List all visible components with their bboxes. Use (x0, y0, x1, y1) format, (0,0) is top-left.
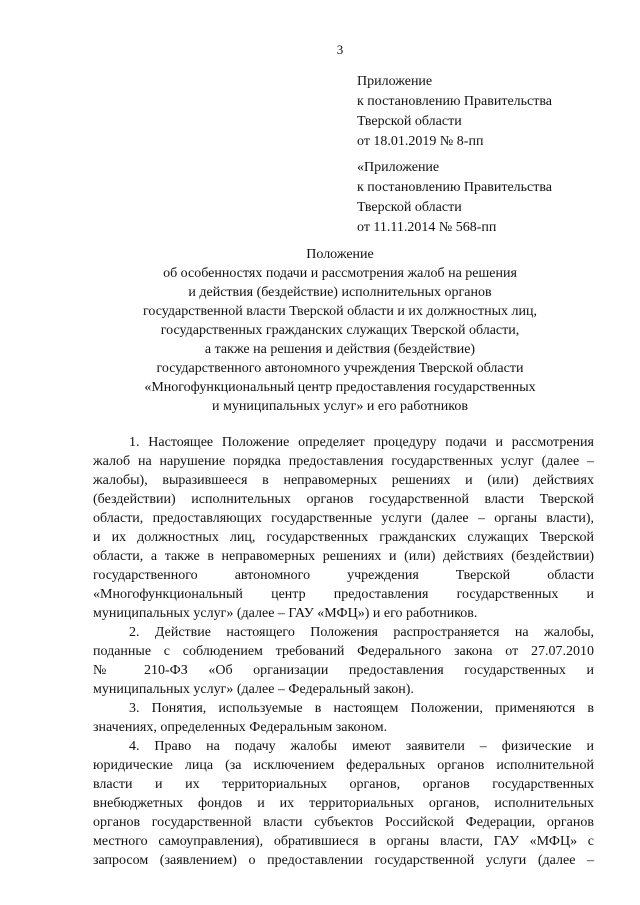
text-line: области, а также в неправомерных решениях и (или) действиях (бездействии) (93, 549, 594, 564)
text-line: муниципальных услуг» (далее – ГАУ «МФЦ») и его работников. (93, 606, 478, 621)
text-line: 3. Понятия, используемые в настоящем Положении, применяются в (129, 701, 594, 716)
text-line: муниципальных услуг» (далее – Федеральный закон). (93, 682, 414, 697)
attachment-header-original (357, 158, 552, 238)
text-line: № 210-ФЗ «Об организации предоставления государственных и (93, 663, 594, 678)
document-title (100, 245, 580, 416)
text-line: области, предоставляющих государственные услуги (далее – органы власти), (93, 511, 594, 526)
title-line: и действия (бездействие) исполнительных органов (188, 285, 492, 300)
text-line: «Многофункциональный центр предоставления государственных и (93, 587, 594, 602)
page-number: 3 (336, 42, 344, 57)
title-line: государственной власти Тверской области и их должностных лиц, (142, 304, 538, 319)
text-line: и их должностных лиц, государственных гражданских служащих Тверской (93, 530, 594, 545)
title-line: а также на решения и действия (бездействие) (204, 342, 476, 357)
text-line: поданные с соблюдением требований Федерального закона от 27.07.2010 (93, 644, 594, 659)
title-line: Положение (306, 247, 374, 262)
text-line: значениях, определенных Федеральным законом. (93, 720, 388, 735)
title-line: «Многофункциональный центр предоставления государственных (144, 380, 536, 395)
attachment-line: Тверской области (357, 200, 462, 215)
text-line: жалоб на нарушение порядка предоставления государственных услуг (далее – (93, 454, 594, 469)
text-line: юридические лица (за исключением федеральных органов исполнительной (93, 758, 594, 773)
paragraph-2 (93, 623, 594, 699)
title-line: государственных гражданских служащих Тверской области, (160, 323, 520, 338)
title-line: государственного автономного учреждения Тверской области (156, 361, 524, 376)
text-line: жалобы), выразившееся в неправомерных решениях и (или) действиях (93, 473, 594, 488)
document-body (93, 433, 594, 870)
paragraph-1 (93, 433, 594, 623)
text-line: (бездействии) исполнительных органов государственной власти Тверской (93, 492, 594, 507)
attachment-line: от 18.01.2019 № 8-пп (357, 134, 484, 149)
title-line: и муниципальных услуг» и его работников (212, 399, 468, 414)
paragraph-3 (93, 699, 594, 737)
text-line: власти и их территориальных органов, органов государственных (93, 777, 594, 792)
attachment-line: от 11.11.2014 № 568-пп (357, 220, 497, 235)
text-line: 2. Действие настоящего Положения распространяется на жалобы, (129, 625, 594, 640)
attachment-line: «Приложение (357, 160, 440, 175)
attachment-line: к постановлению Правительства (357, 94, 553, 109)
text-line: органов государственной власти субъектов Российской Федерации, органов (93, 815, 594, 830)
attachment-line: Приложение (357, 74, 433, 89)
text-line: запросом (заявлением) о предоставлении государственной услуги (далее – (93, 853, 594, 868)
text-line: внебюджетных фондов и их территориальных органов, исполнительных (93, 796, 594, 811)
attachment-header-current (357, 72, 552, 152)
text-line: 1. Настоящее Положение определяет процедуру подачи и рассмотрения (129, 435, 594, 450)
attachment-line: к постановлению Правительства (357, 180, 553, 195)
text-line: местного самоуправления), обратившиеся в органы власти, ГАУ «МФЦ» с (93, 834, 594, 849)
title-line: об особенностях подачи и рассмотрения жалоб на решения (163, 266, 517, 281)
paragraph-4 (93, 737, 594, 870)
text-line: государственного автономного учреждения Тверской области (93, 568, 594, 583)
text-line: 4. Право на подачу жалобы имеют заявители – физические и (129, 739, 594, 754)
attachment-line: Тверской области (357, 114, 462, 129)
